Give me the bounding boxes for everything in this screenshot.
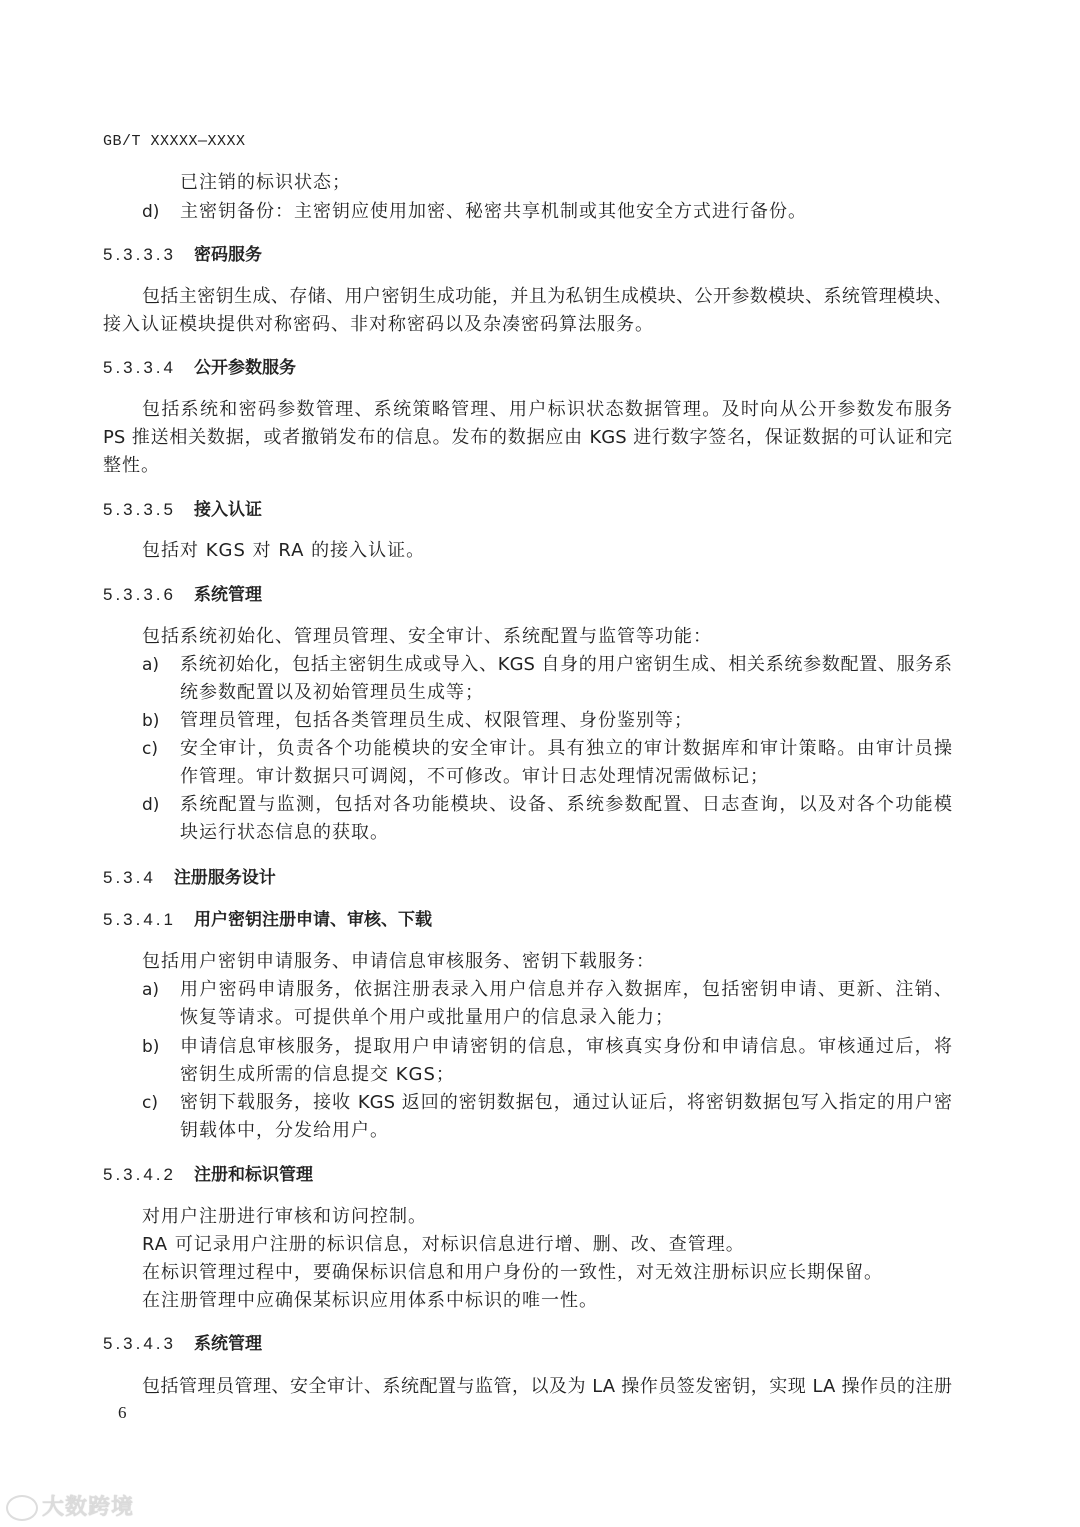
section-heading bbox=[103, 1163, 313, 1187]
section-number: 5.3.3.6 bbox=[103, 585, 176, 604]
list-item-label: c) bbox=[142, 1093, 158, 1113]
paragraph-line: 整性。 bbox=[103, 455, 160, 476]
section-heading bbox=[103, 908, 432, 932]
section-number: 5.3.4 bbox=[103, 868, 156, 887]
section-title: 用户密钥注册申请、审核、下载 bbox=[194, 910, 432, 930]
section-heading bbox=[103, 1332, 262, 1356]
paragraph-line: 包括系统和密码参数管理、系统策略管理、用户标识状态数据管理。及时向从公开参数发布服务 bbox=[142, 399, 952, 420]
list-item-line: 作管理。审计数据只可调阅，不可修改。审计日志处理情况需做标记； bbox=[180, 766, 769, 787]
watermark-logo-icon bbox=[6, 1495, 38, 1521]
list-item-line: 块运行状态信息的获取。 bbox=[180, 822, 389, 843]
list-item-label: a) bbox=[142, 980, 160, 1000]
list-item-line: 统参数配置以及初始管理员生成等； bbox=[180, 682, 484, 703]
page-number: 6 bbox=[118, 1403, 127, 1422]
list-item-line: 密钥下载服务，接收 KGS 返回的密钥数据包，通过认证后，将密钥数据包写入指定的用户密 bbox=[180, 1092, 952, 1113]
list-item-line: 已注销的标识状态； bbox=[180, 172, 351, 193]
list-item-line: 系统配置与监测，包括对各功能模块、设备、系统参数配置、日志查询，以及对各个功能模 bbox=[180, 794, 952, 815]
section-heading bbox=[103, 583, 262, 607]
paragraph-line: 在注册管理中应确保某标识应用体系中标识的唯一性。 bbox=[142, 1290, 598, 1311]
paragraph-line: 接入认证模块提供对称密码、非对称密码以及杂凑密码算法服务。 bbox=[103, 314, 654, 335]
section-title: 接入认证 bbox=[194, 500, 262, 520]
list-item-label: c) bbox=[142, 739, 158, 759]
paragraph-line: PS 推送相关数据，或者撤销发布的信息。发布的数据应由 KGS 进行数字签名，保证数据的可认证和完 bbox=[103, 427, 952, 448]
section-number: 5.3.3.4 bbox=[103, 358, 176, 377]
list-item-line: 钥载体中，分发给用户。 bbox=[180, 1120, 389, 1141]
document-id-header: GB/T XXXXX—XXXX bbox=[103, 133, 246, 150]
section-heading bbox=[103, 243, 262, 267]
paragraph-line: 包括主密钥生成、存储、用户密钥生成功能，并且为私钥生成模块、公开参数模块、系统管理模块、 bbox=[142, 286, 952, 307]
list-item-label: b) bbox=[142, 711, 160, 731]
list-item-label: d) bbox=[142, 202, 160, 222]
section-heading bbox=[103, 356, 296, 380]
section-title: 密码服务 bbox=[194, 245, 262, 265]
paragraph-line: 包括系统初始化、管理员管理、安全审计、系统配置与监管等功能： bbox=[142, 626, 712, 647]
section-number: 5.3.3.5 bbox=[103, 500, 176, 519]
list-item-line: 申请信息审核服务，提取用户申请密钥的信息，审核真实身份和申请信息。审核通过后，将 bbox=[180, 1036, 952, 1057]
section-heading bbox=[103, 498, 262, 522]
list-item-label: d) bbox=[142, 795, 160, 815]
paragraph-line: 包括管理员管理、安全审计、系统配置与监管，以及为 LA 操作员签发密钥，实现 LA 操作员的注册 bbox=[142, 1376, 952, 1397]
section-title: 系统管理 bbox=[194, 1334, 262, 1354]
list-item-line: 系统初始化，包括主密钥生成或导入、KGS 自身的用户密钥生成、相关系统参数配置、服务系 bbox=[180, 654, 952, 675]
paragraph-line: 包括用户密钥申请服务、申请信息审核服务、密钥下载服务： bbox=[142, 951, 655, 972]
paragraph-line: 对用户注册进行审核和访问控制。 bbox=[142, 1206, 427, 1227]
section-title: 注册和标识管理 bbox=[194, 1165, 313, 1185]
section-number: 5.3.4.2 bbox=[103, 1165, 176, 1184]
list-item-line: 用户密码申请服务，依据注册表录入用户信息并存入数据库，包括密钥申请、更新、注销、 bbox=[180, 979, 952, 1000]
paragraph-line: RA 可记录用户注册的标识信息，对标识信息进行增、删、改、查管理。 bbox=[142, 1234, 745, 1255]
section-heading bbox=[103, 866, 276, 890]
list-item-label: a) bbox=[142, 655, 160, 675]
watermark-text: 大数跨境 bbox=[42, 1495, 135, 1520]
watermark bbox=[6, 1490, 134, 1521]
list-item-line: 主密钥备份：主密钥应使用加密、秘密共享机制或其他安全方式进行备份。 bbox=[180, 201, 807, 222]
section-number: 5.3.4.3 bbox=[103, 1334, 176, 1353]
list-item-line: 密钥生成所需的信息提交 KGS； bbox=[180, 1064, 455, 1085]
paragraph-line: 包括对 KGS 对 RA 的接入认证。 bbox=[142, 540, 426, 561]
list-item-line: 恢复等请求。可提供单个用户或批量用户的信息录入能力； bbox=[180, 1007, 674, 1028]
section-number: 5.3.4.1 bbox=[103, 910, 176, 929]
list-item-line: 管理员管理，包括各类管理员生成、权限管理、身份鉴别等； bbox=[180, 710, 693, 731]
paragraph-line: 在标识管理过程中，要确保标识信息和用户身份的一致性，对无效注册标识应长期保留。 bbox=[142, 1262, 883, 1283]
list-item-line: 安全审计，负责各个功能模块的安全审计。具有独立的审计数据库和审计策略。由审计员操 bbox=[180, 738, 952, 759]
section-number: 5.3.3.3 bbox=[103, 245, 176, 264]
section-title: 注册服务设计 bbox=[173, 868, 276, 888]
section-title: 系统管理 bbox=[194, 585, 262, 605]
section-title: 公开参数服务 bbox=[194, 358, 296, 378]
list-item-label: b) bbox=[142, 1037, 160, 1057]
